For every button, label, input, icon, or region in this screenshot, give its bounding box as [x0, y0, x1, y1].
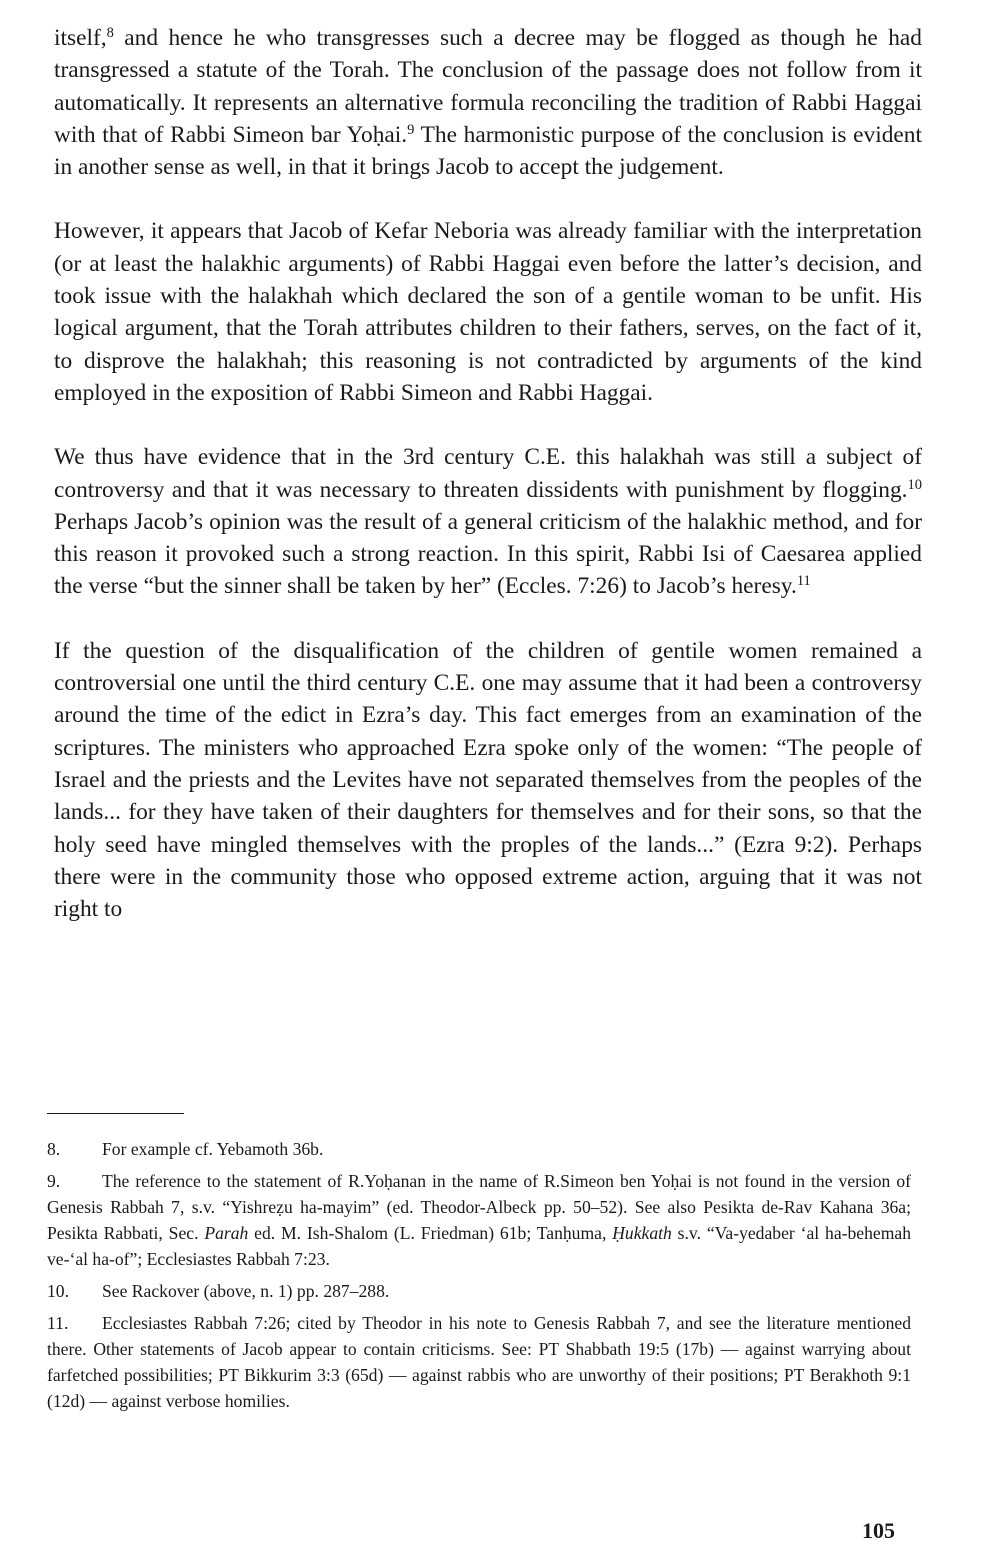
footnote-number: 8. [47, 1139, 61, 1159]
footnote-ref: 10 [907, 476, 922, 493]
text-run: Perhaps Jacob’s opinion was the result of a general criticism of the halakhic method, and for this reason it provoked such a strong reaction. In this spirit, Rabbi Isi of Caesarea applied the verse “but the sinner shall be taken by her” (Eccles. 7:26) to Jacob’s heresy. [54, 508, 922, 600]
footnote-text [102, 1281, 389, 1301]
text-run: We thus have evidence that in the 3rd century C.E. this halakhah was still a subject of controversy and that it was necessary to threaten dissidents with punishment by flogging. [54, 444, 922, 503]
text-run: However, it appears that Jacob of Kefar Neboria was already familiar with the interpretation (or at least the halakhic arguments) of Rabbi Haggai even before the latter’s decision, and took issue with the halakhah which declared the son of a gentile woman to be unfit. His logical argument, that the Torah attributes children to their fathers, serves, on the fact of it, to disprove the halakhah; this reasoning is not contradicted by arguments of the kind employed in the exposition of Rabbi Simeon and Rabbi Haggai. [54, 218, 922, 406]
text-run: Ecclesiastes Rabbah 7:26; cited by Theodor in his note to Genesis Rabbah 7, and see the literature mentioned there. Other statements of Jacob appear to contain criticisms. See: PT Shabbath 19:5 (17b) — against warrying about farfetched possibilities; PT Bikkurim 3:3 (65d) — against rabbis who are unworthy of their positions; PT Berakhoth 9:1 (12d) — against verbose homilies. [47, 1313, 911, 1411]
footnote [47, 1136, 911, 1162]
footnotes [47, 1136, 911, 1420]
italic-title: Ḥukkath [612, 1223, 672, 1243]
paragraph [54, 215, 922, 409]
footnote [47, 1168, 911, 1272]
paragraph [54, 441, 922, 602]
page-number: 105 [862, 1518, 895, 1543]
text-run: ed. M. Ish-Shalom (L. Friedman) 61b; Tanḥuma, [248, 1223, 613, 1243]
footnote-text [47, 1171, 911, 1269]
paragraph [54, 22, 922, 183]
footnote-ref: 11 [796, 573, 811, 590]
text-run: If the question of the disqualification of the children of gentile women remained a controversial one until the third century C.E. one may assume that it had been a controversy around the time of the edict in Ezra’s day. This fact emerges from an examination of the scriptures. The ministers who approached Ezra spoke only of the women: “The people of Israel and the priests and the Levites have not separated themselves from the peoples of the lands... for they have taken of their daughters for themselves and for their sons, so that the holy seed have mingled themselves with the proples of the lands...” (Ezra 9:2). Perhaps there were in the community those who opposed extreme action, arguing that it was not right to [54, 637, 922, 923]
footnote [47, 1278, 911, 1304]
footnote-number: 10. [47, 1281, 69, 1301]
text-run: itself, [54, 25, 107, 51]
main-text [54, 22, 922, 925]
text-run: and hence he who transgresses such a decree may be flogged as though he had transgressed a statute of the Torah. The conclusion of the passage does not follow from it automatically. It represents an alternative formula reconciling the tradition of Rabbi Haggai with that of Rabbi Simeon bar Yoḥai. [54, 25, 922, 148]
italic-title: Parah [204, 1223, 249, 1243]
footnote-number: 9. [47, 1171, 61, 1191]
paragraph [54, 635, 922, 926]
text-run: The harmonistic purpose of the conclusion is evident in another sense as well, in that it brings Jacob to accept the judgement. [54, 121, 923, 181]
text-run: For example cf. Yebamoth 36b. [102, 1139, 324, 1159]
footnote-ref: 9 [407, 121, 415, 138]
footnote-text [47, 1313, 911, 1411]
footnote-separator [47, 1113, 184, 1114]
footnote-ref: 8 [106, 25, 114, 42]
text-run: See Rackover (above, n. 1) pp. 287–288. [102, 1281, 390, 1301]
footnote-text [102, 1139, 323, 1159]
text-run: s.v. “Va-yedaber ‘al ha-behemah ve-‘al ha-of”; Ecclesiastes Rabbah 7:23. [47, 1223, 911, 1269]
footnote-number: 11. [47, 1313, 69, 1333]
text-run: The reference to the statement of R.Yoḥanan in the name of R.Simeon ben Yoḥai is not found in the version of Genesis Rabbah 7, s.v. “Yishreẓu ha-mayim” (ed. Theodor-Albeck pp. 50–52). See also Pesikta de-Rav Kahana 36a; Pesikta Rabbati, Sec. [47, 1171, 911, 1243]
footnote [47, 1310, 911, 1414]
